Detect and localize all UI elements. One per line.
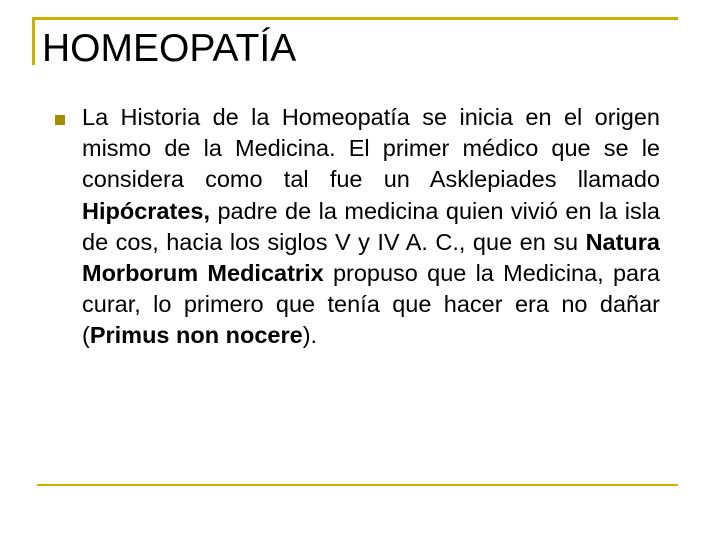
bullet-paragraph [82, 102, 660, 352]
bold-text-hipocrates: Hipócrates, [82, 197, 210, 224]
bold-text-primus-non-nocere: Primus non nocere [89, 322, 303, 349]
frame-bottom-line [37, 484, 678, 486]
bold-text-natura-morborum-medicatrix: Natura Morborum Medicatrix [82, 228, 660, 287]
slide-title: HOMEOPATÍA [42, 27, 297, 70]
square-bullet-icon [55, 115, 65, 125]
frame-top-line [32, 17, 678, 20]
text-segment: ). [302, 322, 318, 349]
text-segment: La Historia de la Homeopatía se inicia en el origen mismo de la Medicina. El primer médico que se le considera como tal fue un Asklepiades llamado [82, 104, 660, 193]
text-segment: propuso que la Medicina, para curar, lo primero que tenía que hacer era no dañar ( [82, 260, 660, 349]
frame-left-line [32, 17, 35, 65]
text-segment: padre de la medicina quien vivió en la isla de cos, hacia los siglos V y IV A. C., que en su [82, 197, 660, 255]
